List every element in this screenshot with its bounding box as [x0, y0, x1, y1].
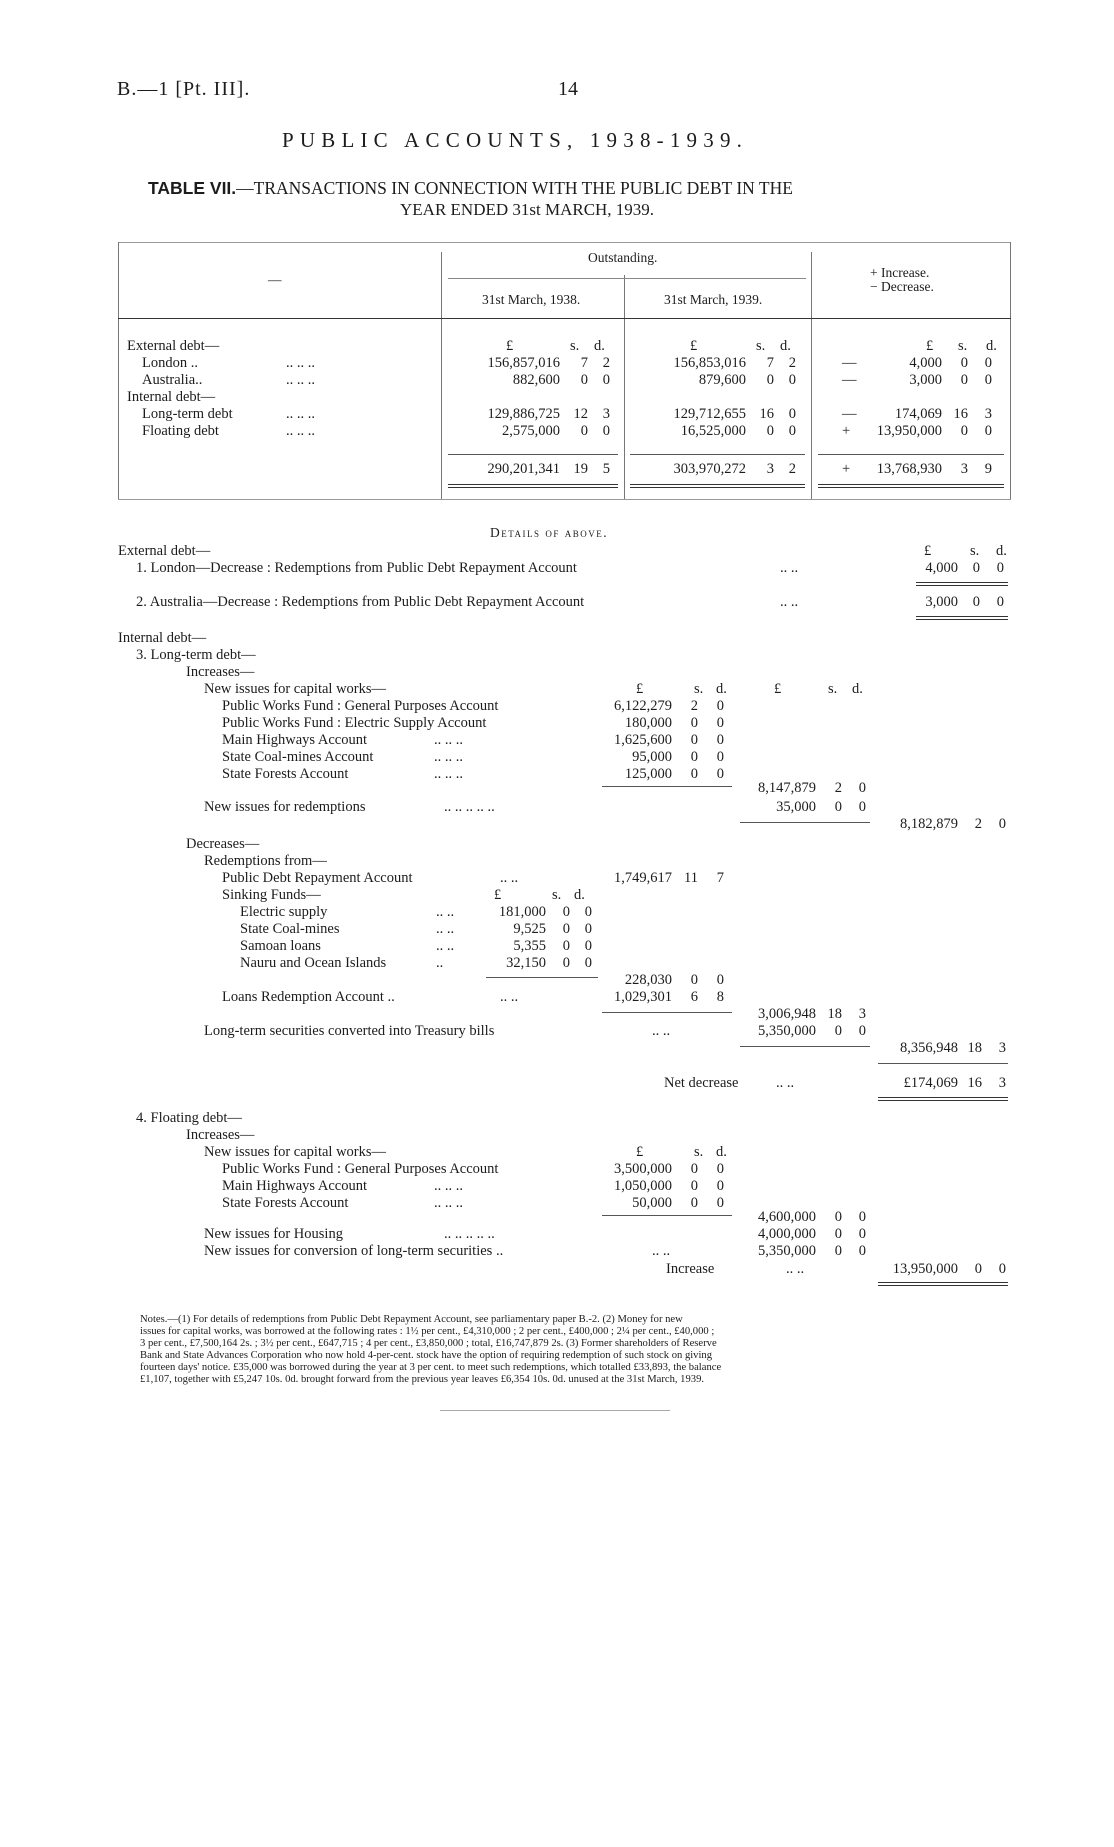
footnote-line: issues for capital works, was borrowed at the following rates : 1½ per cent., £4,310,000 ; 2 per cent., £400,000 ; 2¼ per cent., £40,000 ; [140, 1325, 715, 1337]
increases-total-pence: 0 [998, 816, 1006, 832]
amount-1939-pounds: 156,853,016 [673, 355, 746, 371]
floating-capital-subtotal-pounds: 4,600,000 [758, 1209, 816, 1225]
unit-pound: £ [636, 1144, 644, 1160]
page-number: 14 [558, 78, 578, 100]
unit-pound: £ [506, 338, 514, 354]
footnote-line: Bank and State Advances Corporation who now hold 4-per-cent. stock have the option of requiring redemption of such stock on giving [140, 1349, 713, 1361]
decreases-total-pence: 3 [998, 1040, 1006, 1056]
dot-leader: .. .. .. [434, 766, 463, 782]
change-shillings: 16 [953, 406, 968, 422]
housing-label: New issues for Housing [204, 1226, 343, 1242]
details-heading: Details of above. [490, 525, 609, 540]
conversion-pounds: 5,350,000 [758, 1243, 816, 1259]
conversion-pence: 0 [858, 1243, 866, 1259]
unit-pound: £ [774, 681, 782, 697]
london-amount-pence: 0 [996, 560, 1004, 576]
change-sign: + [842, 423, 851, 439]
dot-leader: .. .. .. .. .. [444, 1226, 495, 1242]
item-amount-pounds: 3,500,000 [614, 1161, 672, 1177]
conversion-shillings: 0 [834, 1243, 842, 1259]
housing-pence: 0 [858, 1226, 866, 1242]
unit-shilling: s. [958, 338, 968, 354]
item-label: Nauru and Ocean Islands [240, 955, 387, 971]
unit-pence: d. [780, 338, 791, 354]
change-pence: 0 [984, 423, 992, 439]
total-sign: + [842, 461, 851, 477]
australia-amount-pounds: 3,000 [925, 594, 958, 610]
redemptions-from-heading: Redemptions from— [204, 853, 327, 869]
increase-pence: 0 [998, 1261, 1006, 1277]
london-decrease-line: 1. London—Decrease : Redemptions from Public Debt Repayment Account [136, 560, 577, 576]
unit-pound: £ [636, 681, 644, 697]
floating-increases-heading: Increases— [186, 1127, 255, 1143]
total-1939-shillings: 3 [766, 461, 774, 477]
unit-pound: £ [926, 338, 934, 354]
amount-1939-pounds: 129,712,655 [673, 406, 746, 422]
dot-leader: .. .. [780, 560, 799, 576]
item-amount-shillings: 0 [562, 938, 570, 954]
item-label: State Forests Account [222, 766, 349, 782]
item-amount-pounds: 9,525 [513, 921, 546, 937]
change-pounds: 3,000 [909, 372, 942, 388]
amount-1938-pounds: 156,857,016 [487, 355, 560, 371]
amount-1939-pence: 0 [788, 372, 796, 388]
change-shillings: 0 [960, 423, 968, 439]
sinking-funds-total-pounds: 228,030 [624, 972, 672, 988]
total-1938-shillings: 19 [573, 461, 588, 477]
item-label: State Forests Account [222, 1195, 349, 1211]
dot-leader: .. .. [436, 904, 455, 920]
row-label: Floating debt [142, 423, 219, 439]
footnote-line: fourteen days' notice. £35,000 was borrowed during the year at 3 per cent. to meet such redemptions, which totalled £33,893, the balance [140, 1361, 722, 1373]
unit-shilling: s. [694, 1144, 704, 1160]
item-label: State Coal-mines [240, 921, 340, 937]
australia-amount-pence: 0 [996, 594, 1004, 610]
document-reference: B.—1 [Pt. III]. [117, 78, 251, 100]
decreases-total-pounds: 8,356,948 [900, 1040, 958, 1056]
dot-leader: .. .. [436, 938, 455, 954]
item-label: Main Highways Account [222, 1178, 367, 1194]
increases-heading: Increases— [186, 664, 255, 680]
dot-leader: .. .. [780, 594, 799, 610]
change-pence: 0 [984, 372, 992, 388]
item-amount-shillings: 0 [690, 732, 698, 748]
amount-1939-pence: 2 [788, 355, 796, 371]
net-decrease-pounds: £174,069 [903, 1075, 958, 1091]
increase-pounds: 13,950,000 [892, 1261, 958, 1277]
item-label: Public Works Fund : Electric Supply Account [222, 715, 487, 731]
item-amount-pounds: 125,000 [624, 766, 672, 782]
amount-1939-shillings: 16 [759, 406, 774, 422]
item-amount-shillings: 0 [690, 1178, 698, 1194]
unit-pound: £ [494, 887, 502, 903]
item-label: Public Works Fund : General Purposes Account [222, 1161, 499, 1177]
item-label: Samoan loans [240, 938, 321, 954]
lra-pounds: 1,029,301 [614, 989, 672, 1005]
unit-shilling: s. [570, 338, 580, 354]
dot-leader: .. .. [500, 870, 519, 886]
outstanding-header: Outstanding. [588, 250, 658, 265]
footnote-line: Notes.—(1) For details of redemptions from Public Debt Repayment Account, see parliamentary paper B.-2. (2) Money for new [140, 1314, 683, 1325]
row-label: London .. [142, 355, 198, 371]
redemptions-subtotal-shillings: 18 [827, 1006, 842, 1022]
item-amount-pence: 0 [716, 715, 724, 731]
amount-1938-pounds: 129,886,725 [487, 406, 560, 422]
dot-leader: .. .. [436, 921, 455, 937]
change-pounds: 4,000 [909, 355, 942, 371]
item-amount-shillings: 0 [690, 1195, 698, 1211]
redemption-issues-pence: 0 [858, 799, 866, 815]
total-change-shillings: 3 [960, 461, 968, 477]
total-1938-pounds: 290,201,341 [487, 461, 560, 477]
footnote-line: £1,107, together with £5,247 10s. 0d. brought forward from the previous year leaves £6,354 10s. 0d. unused at the 31st March, 1939. [140, 1373, 705, 1385]
increase-shillings: 0 [974, 1261, 982, 1277]
item-amount-pounds: 95,000 [632, 749, 672, 765]
decreases-heading: Decreases— [186, 836, 260, 852]
change-pounds: 13,950,000 [876, 423, 942, 439]
change-shillings: 0 [960, 372, 968, 388]
amount-1938-shillings: 0 [580, 423, 588, 439]
item-amount-pounds: 1,625,600 [614, 732, 672, 748]
item-amount-pence: 0 [584, 904, 592, 920]
lra-label: Loans Redemption Account .. [222, 989, 395, 1005]
table-label: TABLE VII. [148, 178, 237, 198]
sinking-funds-total-pence: 0 [716, 972, 724, 988]
amount-1938-pounds: 2,575,000 [502, 423, 560, 439]
net-decrease-pence: 3 [998, 1075, 1006, 1091]
amount-1939-pence: 0 [788, 423, 796, 439]
dot-leader: .. .. .. [286, 406, 315, 422]
amount-1938-pence: 0 [602, 372, 610, 388]
item-amount-pounds: 5,355 [513, 938, 546, 954]
change-shillings: 0 [960, 355, 968, 371]
item-amount-pence: 0 [716, 1195, 724, 1211]
sinking-funds-total-shillings: 0 [690, 972, 698, 988]
dot-leader: .. .. .. [286, 355, 315, 371]
unit-pound: £ [924, 543, 932, 559]
dot-leader: .. .. .. [434, 1178, 463, 1194]
item-amount-shillings: 0 [562, 921, 570, 937]
long-term-heading: 3. Long-term debt— [136, 647, 256, 663]
change-sign: — [842, 372, 857, 388]
amount-1939-pounds: 879,600 [698, 372, 746, 388]
item-amount-pence: 0 [716, 732, 724, 748]
column-1938-header: 31st March, 1938. [482, 292, 581, 307]
unit-pound: £ [690, 338, 698, 354]
pdra-label: Public Debt Repayment Account [222, 870, 413, 886]
item-amount-pence: 0 [716, 1161, 724, 1177]
amount-1938-shillings: 7 [580, 355, 588, 371]
increase-label: Increase [666, 1261, 715, 1277]
capital-subtotal-pence: 0 [858, 780, 866, 796]
page-title: PUBLIC ACCOUNTS, 1938-1939. [282, 128, 749, 152]
change-sign: — [842, 355, 857, 371]
london-amount-pounds: 4,000 [925, 560, 958, 576]
item-amount-pounds: 32,150 [506, 955, 546, 971]
unit-shilling: s. [756, 338, 766, 354]
item-amount-pounds: 50,000 [632, 1195, 672, 1211]
dot-leader: .. .. .. [286, 423, 315, 439]
redemption-issues-label: New issues for redemptions [204, 799, 366, 815]
sinking-funds-heading: Sinking Funds— [222, 887, 321, 903]
unit-pence: d. [852, 681, 863, 697]
item-label: Public Works Fund : General Purposes Account [222, 698, 499, 714]
unit-pence: d. [996, 543, 1007, 559]
pdra-pence: 7 [716, 870, 724, 886]
footnotes [140, 1314, 721, 1385]
change-pence: 0 [984, 355, 992, 371]
details-internal-heading: Internal debt— [118, 630, 207, 646]
item-amount-pence: 0 [584, 955, 592, 971]
unit-pence: d. [716, 1144, 727, 1160]
australia-amount-shillings: 0 [972, 594, 980, 610]
item-amount-shillings: 0 [690, 715, 698, 731]
item-amount-shillings: 2 [690, 698, 698, 714]
london-amount-shillings: 0 [972, 560, 980, 576]
amount-1938-shillings: 0 [580, 372, 588, 388]
table-title-line-2: YEAR ENDED 31st MARCH, 1939. [400, 200, 655, 219]
footnote-line: 3 per cent., £7,500,164 2s. ; 3½ per cent., £647,715 ; 4 per cent., £3,850,000 ; total, £16,747,879 2s. (3) Former shareholders of Reserve [140, 1337, 717, 1349]
dot-leader: .. .. .. [286, 372, 315, 388]
item-amount-shillings: 0 [690, 1161, 698, 1177]
floating-capital-subtotal-shillings: 0 [834, 1209, 842, 1225]
item-amount-shillings: 0 [690, 766, 698, 782]
item-label: State Coal-mines Account [222, 749, 374, 765]
item-amount-pounds: 180,000 [624, 715, 672, 731]
item-amount-pence: 0 [584, 938, 592, 954]
total-change-pounds: 13,768,930 [876, 461, 942, 477]
redemptions-subtotal-pence: 3 [858, 1006, 866, 1022]
item-amount-pence: 0 [716, 1178, 724, 1194]
row-label: Internal debt— [127, 389, 216, 405]
total-1939-pence: 2 [788, 461, 796, 477]
unit-shilling: s. [552, 887, 562, 903]
increases-total-shillings: 2 [974, 816, 982, 832]
item-amount-pence: 0 [716, 749, 724, 765]
decreases-total-shillings: 18 [967, 1040, 982, 1056]
australia-decrease-line: 2. Australia—Decrease : Redemptions from Public Debt Repayment Account [136, 594, 585, 610]
unit-shilling: s. [828, 681, 838, 697]
dot-leader: .. .. [786, 1261, 805, 1277]
item-amount-pounds: 6,122,279 [614, 698, 672, 714]
redemption-issues-shillings: 0 [834, 799, 842, 815]
table-heading [148, 178, 793, 199]
column-1939-header: 31st March, 1939. [664, 292, 763, 307]
unit-pence: d. [986, 338, 997, 354]
dot-leader: .. .. .. [434, 749, 463, 765]
amount-1939-shillings: 0 [766, 423, 774, 439]
amount-1939-shillings: 7 [766, 355, 774, 371]
new-capital-heading: New issues for capital works— [204, 681, 387, 697]
amount-1938-pounds: 882,600 [512, 372, 560, 388]
floating-heading: 4. Floating debt— [136, 1110, 242, 1126]
amount-1938-pence: 3 [602, 406, 610, 422]
pdra-pounds: 1,749,617 [614, 870, 672, 886]
item-amount-shillings: 0 [562, 955, 570, 971]
converted-pounds: 5,350,000 [758, 1023, 816, 1039]
dot-leader: .. .. .. [434, 732, 463, 748]
net-decrease-shillings: 16 [967, 1075, 982, 1091]
conversion-label: New issues for conversion of long-term securities .. [204, 1243, 504, 1259]
decrease-header: − Decrease. [870, 279, 934, 294]
capital-subtotal-shillings: 2 [834, 780, 842, 796]
pdra-shillings: 11 [684, 870, 698, 886]
table-title-line-1: —TRANSACTIONS IN CONNECTION WITH THE PUBLIC DEBT IN THE [236, 178, 793, 198]
net-decrease-label: Net decrease [664, 1075, 739, 1091]
row-label: Australia.. [142, 372, 203, 388]
unit-pence: d. [594, 338, 605, 354]
increases-total-pounds: 8,182,879 [900, 816, 958, 832]
details-external-heading: External debt— [118, 543, 211, 559]
row-label: External debt— [127, 338, 220, 354]
floating-capital-subtotal-pence: 0 [858, 1209, 866, 1225]
redemptions-subtotal-pounds: 3,006,948 [758, 1006, 816, 1022]
item-label: Main Highways Account [222, 732, 367, 748]
dot-leader: .. .. [776, 1075, 795, 1091]
converted-label: Long-term securities converted into Treasury bills [204, 1023, 495, 1039]
item-amount-pence: 0 [716, 698, 724, 714]
dot-leader: .. .. [652, 1243, 671, 1259]
total-1939-pounds: 303,970,272 [673, 461, 746, 477]
item-label: Electric supply [240, 904, 328, 920]
item-amount-pounds: 1,050,000 [614, 1178, 672, 1194]
change-pence: 3 [984, 406, 992, 422]
dot-leader: .. .. [652, 1023, 671, 1039]
amount-1938-shillings: 12 [573, 406, 588, 422]
capital-subtotal-pounds: 8,147,879 [758, 780, 816, 796]
change-pounds: 174,069 [894, 406, 942, 422]
floating-new-capital-heading: New issues for capital works— [204, 1144, 387, 1160]
dot-leader: .. [436, 955, 444, 971]
amount-1939-pence: 0 [788, 406, 796, 422]
unit-pence: d. [574, 887, 585, 903]
unit-pence: d. [716, 681, 727, 697]
amount-1939-pounds: 16,525,000 [680, 423, 746, 439]
dot-leader: .. .. [500, 989, 519, 1005]
increase-header: + Increase. [870, 265, 930, 280]
row-label: Long-term debt [142, 406, 233, 422]
lra-pence: 8 [716, 989, 724, 1005]
amount-1938-pence: 2 [602, 355, 610, 371]
converted-pence: 0 [858, 1023, 866, 1039]
housing-pounds: 4,000,000 [758, 1226, 816, 1242]
total-change-pence: 9 [984, 461, 992, 477]
item-amount-pounds: 181,000 [498, 904, 546, 920]
redemption-issues-pounds: 35,000 [776, 799, 816, 815]
total-1938-pence: 5 [602, 461, 610, 477]
item-amount-pence: 0 [716, 766, 724, 782]
item-amount-pence: 0 [584, 921, 592, 937]
dot-leader: .. .. .. [434, 1195, 463, 1211]
amount-1939-shillings: 0 [766, 372, 774, 388]
blank-column-header: — [268, 272, 282, 287]
change-sign: — [842, 406, 857, 422]
dot-leader: .. .. .. .. .. [444, 799, 495, 815]
unit-shilling: s. [694, 681, 704, 697]
item-amount-shillings: 0 [562, 904, 570, 920]
converted-shillings: 0 [834, 1023, 842, 1039]
lra-shillings: 6 [690, 989, 698, 1005]
amount-1938-pence: 0 [602, 423, 610, 439]
housing-shillings: 0 [834, 1226, 842, 1242]
item-amount-shillings: 0 [690, 749, 698, 765]
unit-shilling: s. [970, 543, 980, 559]
